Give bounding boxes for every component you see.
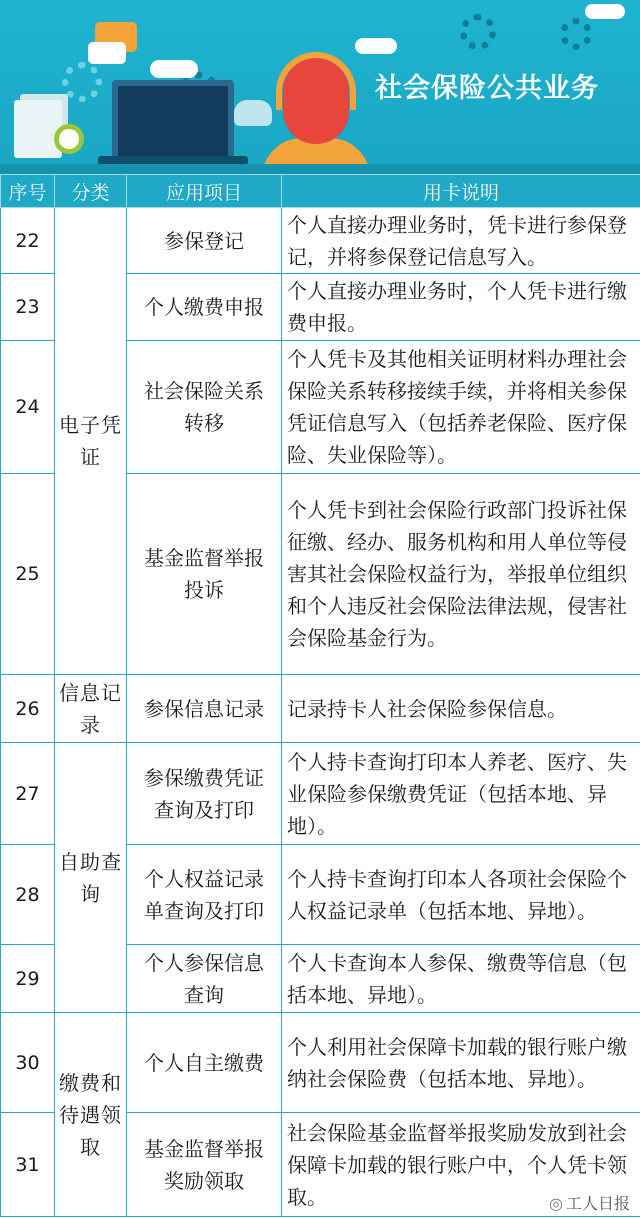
laptop-icon [112, 80, 234, 162]
banner-title: 社会保险公共业务 [375, 73, 599, 104]
row-number: 24 [1, 341, 55, 474]
description-cell: 记录持卡人社会保险参保信息。 [282, 675, 640, 743]
row-number: 27 [1, 743, 55, 845]
table-row [1, 675, 640, 743]
category-cell: 自助查询 [55, 743, 127, 1013]
description-cell: 个人凭卡到社会保险行政部门投诉社保征缴、经办、服务机构和用人单位等侵害其社会保险权益行为，举报单位组织和个人违反社会保险法律法规，侵害社会保险基金行为。 [282, 474, 640, 675]
row-number: 28 [1, 845, 55, 945]
service-table [0, 174, 640, 1217]
category-cell: 电子凭证 [55, 208, 127, 675]
item-cell: 基金监督举报投诉 [127, 474, 282, 675]
document-icon [14, 100, 62, 158]
description-cell: 个人凭卡及其他相关证明材料办理社会保险关系转移接续手续，并将相关参保凭证信息写入（包括养老保险、医疗保险、失业保险等）。 [282, 341, 640, 474]
cloud-icon [355, 38, 397, 54]
description-cell: 个人持卡查询打印本人各项社会保险个人权益记录单（包括本地、异地）。 [282, 845, 640, 945]
item-cell: 基金监督举报奖励领取 [127, 1113, 282, 1217]
header-number: 序号 [1, 175, 55, 208]
header-category: 分类 [55, 175, 127, 208]
item-cell: 个人权益记录单查询及打印 [127, 845, 282, 945]
item-cell: 参保信息记录 [127, 675, 282, 743]
gear-icon [460, 14, 496, 50]
banner-ground [0, 164, 640, 174]
wechat-icon: ◎ [549, 1194, 563, 1213]
row-number: 22 [1, 208, 55, 274]
table-header-row [1, 175, 640, 208]
description-cell: 个人卡查询本人参保、缴费等信息（包括本地、异地）。 [282, 945, 640, 1013]
row-number: 29 [1, 945, 55, 1013]
row-number: 25 [1, 474, 55, 675]
item-cell: 个人参保信息查询 [127, 945, 282, 1013]
table-row [1, 1013, 640, 1113]
description-cell: 个人直接办理业务时，凭卡进行参保登记，并将参保登记信息写入。 [282, 208, 640, 274]
item-cell: 参保登记 [127, 208, 282, 274]
category-cell: 信息记录 [55, 675, 127, 743]
watermark [547, 1191, 632, 1214]
item-cell: 个人自主缴费 [127, 1013, 282, 1113]
headset-icon [276, 52, 356, 110]
item-cell: 个人缴费申报 [127, 274, 282, 341]
gear-icon [62, 62, 102, 102]
cloud-icon [585, 4, 625, 19]
watermark-text: 工人日报 [565, 1194, 630, 1213]
chat-bubble-icon [88, 42, 126, 64]
row-number: 26 [1, 675, 55, 743]
description-cell: 个人持卡查询打印本人养老、医疗、失业保险参保缴费凭证（包括本地、异地）。 [282, 743, 640, 845]
magnifier-icon [54, 124, 84, 154]
table-row [1, 743, 640, 845]
table-row [1, 208, 640, 274]
description-cell: 社会保险基金监督举报奖励发放到社会保障卡加载的银行账户中，个人凭卡领取。 [282, 1113, 640, 1217]
cloud-icon [150, 60, 198, 78]
header-item: 应用项目 [127, 175, 282, 208]
row-number: 31 [1, 1113, 55, 1217]
gear-icon [560, 18, 592, 50]
people-icon [234, 100, 272, 126]
description-cell: 个人利用社会保障卡加载的银行账户缴纳社会保险费（包括本地、异地）。 [282, 1013, 640, 1113]
description-cell: 个人直接办理业务时，个人凭卡进行缴费申报。 [282, 274, 640, 341]
item-cell: 社会保险关系转移 [127, 341, 282, 474]
header-banner [0, 0, 640, 174]
row-number: 30 [1, 1013, 55, 1113]
category-cell: 缴费和待遇领取 [55, 1013, 127, 1217]
header-description: 用卡说明 [282, 175, 640, 208]
row-number: 23 [1, 274, 55, 341]
item-cell: 参保缴费凭证查询及打印 [127, 743, 282, 845]
